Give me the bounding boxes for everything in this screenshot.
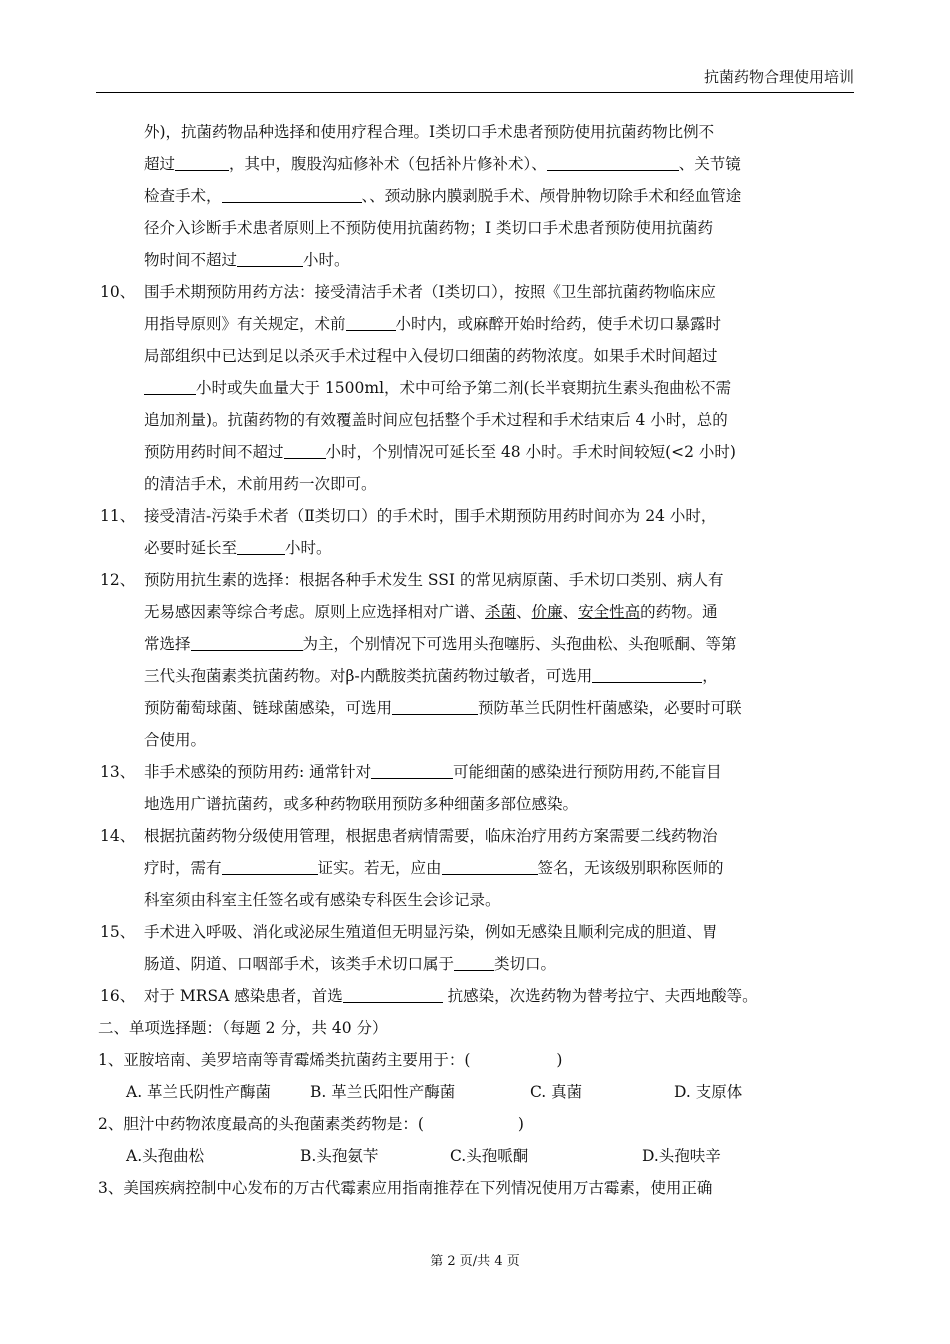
option-d[interactable]: D. 支原体: [674, 1083, 743, 1101]
text-line: 肠道、阴道、口咽部手术，该类手术切口属于 类切口。: [144, 955, 557, 973]
blank[interactable]: [237, 249, 303, 267]
page-footer: [0, 1250, 950, 1269]
text-line: 科室须由科室主任签名或有感染专科医生会诊记录。: [144, 891, 501, 909]
blank[interactable]: [454, 953, 494, 971]
question-number: 11、: [100, 507, 136, 525]
text-line: 用指导原则》有关规定，术前 小时内，或麻醉开始时给药，使手术切口暴露时: [144, 315, 722, 333]
blank[interactable]: [284, 441, 326, 459]
page-content: [98, 116, 856, 1204]
text-line: 必要时延长至 小时。: [144, 539, 332, 557]
blank[interactable]: [144, 377, 196, 395]
text-line: 外)，抗菌药物品种选择和使用疗程合理。I类切口手术患者预防使用抗菌药物比例不: [144, 123, 715, 141]
question-number: 12、: [100, 571, 136, 589]
text-line: 物时间不超过 小时。: [144, 251, 350, 269]
text-line: 非手术感染的预防用药: 通常针对 可能细菌的感染进行预防用药,不能盲目: [144, 763, 722, 781]
option-c[interactable]: C.头孢哌酮: [450, 1147, 529, 1165]
text-line: 超过 ，其中，腹股沟疝修补术（包括补片修补术）、 、关节镜: [144, 155, 741, 173]
text-line: 无易感因素等综合考虑。原则上应选择相对广谱、杀菌、价廉、安全性高的药物。通: [144, 603, 718, 621]
question-11: [98, 500, 856, 564]
text-line: 疗时，需有 证实。若无，应由 签名，无该级别职称医师的: [144, 859, 724, 877]
text-line: 预防用抗生素的选择：根据各种手术发生 SSI 的常见病原菌、手术切口类别、病人有: [144, 571, 724, 589]
blank[interactable]: [222, 857, 318, 875]
text-line: 检查手术， 、、颈动脉内膜剥脱手术、颅骨肿物切除手术和经血管途: [144, 187, 742, 205]
header-title: 抗菌药物合理使用培训: [703, 68, 854, 86]
text-line: 常选择 为主，个别情况下可选用头孢噻肟、头孢曲松、头孢哌酮、等第: [144, 635, 737, 653]
blank[interactable]: [346, 313, 396, 331]
question-14: [98, 820, 856, 916]
question-number: 14、: [100, 827, 136, 845]
mc-question-2: [98, 1108, 856, 1172]
text-line: 追加剂量)。抗菌药物的有效覆盖时间应包括整个手术过程和手术结束后 4 小时，总的: [144, 411, 728, 429]
section-title: 二、单项选择题：（每题 2 分，共 40 分）: [98, 1019, 388, 1037]
text-line: 地选用广谱抗菌药，或多种药物联用预防多种细菌多部位感染。: [144, 795, 579, 813]
blank[interactable]: [237, 537, 285, 555]
blank[interactable]: [191, 633, 303, 651]
question-number: 13、: [100, 763, 136, 781]
option-a[interactable]: A. 革兰氏阴性产酶菌: [126, 1083, 272, 1101]
question-10: [98, 276, 856, 500]
option-a[interactable]: A.头孢曲松: [126, 1147, 205, 1165]
text-line: 根据抗菌药物分级使用管理，根据患者病情需要，临床治疗用药方案需要二线药物治: [144, 827, 718, 845]
question-12: [98, 564, 856, 756]
option-d[interactable]: D.头孢呋辛: [642, 1147, 721, 1165]
text-line: 三代头孢菌素类抗菌药物。对β-内酰胺类抗菌药物过敏者，可选用 ，: [144, 667, 718, 685]
blank[interactable]: [392, 697, 478, 715]
text-line: 的清洁手术，术前用药一次即可。: [144, 475, 377, 493]
blank[interactable]: [343, 985, 443, 1003]
options: [98, 1140, 856, 1172]
blank[interactable]: [175, 153, 229, 171]
mc-question-1: [98, 1044, 856, 1108]
question-number: 16、: [100, 987, 136, 1005]
option-b[interactable]: B.头孢氨苄: [300, 1147, 379, 1165]
text-line: 预防用药时间不超过 小时，个别情况可延长至 48 小时。手术时间较短(<2 小时): [144, 443, 736, 461]
page-number: 第 2 页/共 4 页: [430, 1254, 520, 1269]
page-header: [96, 66, 854, 93]
text-line: 合使用。: [144, 731, 207, 749]
text-line: 局部组织中已达到足以杀灭手术过程中入侵切口细菌的药物浓度。如果手术时间超过: [144, 347, 718, 365]
text-line: 围手术期预防用药方法：接受清洁手术者（Ⅰ类切口），按照《卫生部抗菌药物临床应: [144, 283, 716, 301]
text-line: 对于 MRSA 感染患者，首选 抗感染，次选药物为替考拉宁、夫西地酸等。: [144, 987, 758, 1005]
mc-question-3: [98, 1172, 856, 1204]
question-stem: 3、美国疾病控制中心发布的万古代霉素应用指南推荐在下列情况使用万古霉素，使用正确: [98, 1179, 713, 1197]
option-b[interactable]: B. 革兰氏阳性产酶菌: [310, 1083, 456, 1101]
blank[interactable]: [371, 761, 453, 779]
text-line: 手术进入呼吸、消化或泌尿生殖道但无明显污染，例如无感染且顺利完成的胆道、胃: [144, 923, 718, 941]
option-c[interactable]: C. 真菌: [530, 1083, 583, 1101]
question-16: [98, 980, 856, 1012]
question-stem: 1、亚胺培南、美罗培南等青霉烯类抗菌药主要用于：( ): [98, 1051, 563, 1069]
question-stem: 2、胆汁中药物浓度最高的头孢菌素类药物是：( ): [98, 1115, 524, 1133]
blank[interactable]: [442, 857, 538, 875]
options: [98, 1076, 856, 1108]
text-line: 小时或失血量大于 1500ml，术中可给予第二剂(长半衰期抗生素头孢曲松不需: [144, 372, 856, 404]
blank[interactable]: [547, 153, 679, 171]
q9-continuation: [98, 116, 856, 276]
text-line: 径介入诊断手术患者原则上不预防使用抗菌药物；I 类切口手术患者预防使用抗菌药: [144, 219, 714, 237]
blank[interactable]: [592, 665, 702, 683]
question-13: [98, 756, 856, 820]
text-line: 预防葡萄球菌、链球菌感染，可选用 预防革兰氏阴性杆菌感染，必要时可联: [144, 699, 742, 717]
question-15: [98, 916, 856, 980]
question-number: 15、: [100, 923, 136, 941]
question-number: 10、: [100, 283, 136, 301]
blank[interactable]: [222, 185, 362, 203]
text-line: 接受清洁-污染手术者（Ⅱ类切口）的手术时，围手术期预防用药时间亦为 24 小时，: [144, 507, 717, 525]
